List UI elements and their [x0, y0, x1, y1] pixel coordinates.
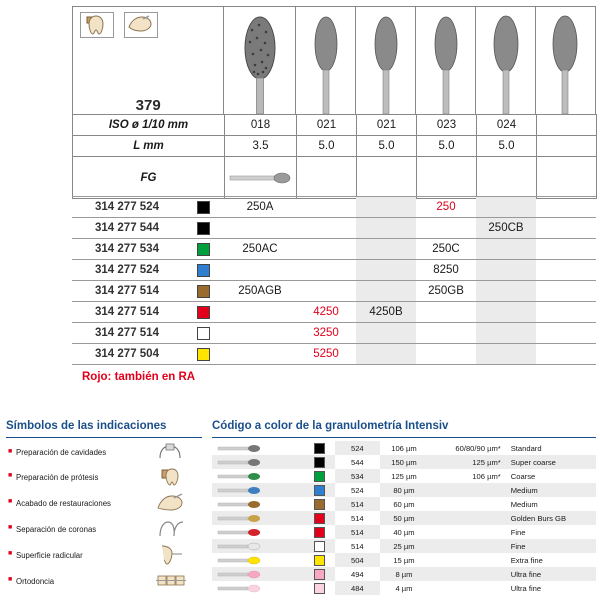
grit-name: Extra fine	[510, 555, 543, 565]
code-021a	[296, 281, 356, 302]
code-021a: 4250	[296, 302, 356, 323]
spec-row-iso	[73, 115, 597, 136]
indication-label: Preparación de cavidades	[16, 447, 107, 457]
code-024	[476, 281, 536, 302]
indications-header	[6, 416, 202, 438]
grit-standard	[428, 483, 504, 497]
bur-thumb	[212, 581, 303, 595]
table-row	[212, 511, 596, 525]
code-024	[476, 302, 536, 323]
ref-number: 314 277 514	[72, 302, 182, 323]
code-024	[476, 260, 536, 281]
grit-micron: 150 µm	[380, 455, 429, 469]
code-021a	[296, 260, 356, 281]
indication-label-cell	[6, 568, 150, 594]
granulometry-header	[212, 416, 596, 438]
grit-code: 544	[350, 457, 364, 467]
grit-color-swatch	[182, 218, 224, 239]
grit-micron: 125 µm	[391, 471, 417, 481]
grit-micron: 25 µm	[380, 539, 429, 553]
bullet-icon: ■	[8, 498, 13, 505]
spec-row-length	[73, 136, 597, 157]
bur-thumb	[212, 441, 303, 455]
grit-color-swatch	[182, 344, 224, 365]
grit-micron: 50 µm	[380, 511, 429, 525]
list-item	[6, 440, 202, 464]
grit-name: Standard	[510, 443, 542, 453]
table-row	[212, 455, 596, 469]
tooth-icon-glyph	[81, 13, 111, 37]
grit-color-swatch	[303, 581, 335, 595]
bur-thumb	[212, 525, 303, 539]
bur-thumb	[212, 483, 303, 497]
indication-label-cell	[6, 542, 150, 568]
fg-c6	[537, 157, 597, 199]
bur-shape-021c	[416, 7, 476, 115]
spec-row-fg	[73, 157, 597, 199]
table-row	[212, 441, 596, 455]
grit-standard	[428, 567, 504, 581]
grit-standard	[428, 497, 504, 511]
grit-name: Golden Burs GB	[505, 511, 596, 525]
list-item	[6, 464, 202, 490]
code-extra	[536, 239, 596, 260]
grit-color-swatch	[182, 302, 224, 323]
crown-separation-icon-glyph	[150, 518, 194, 540]
code-extra	[536, 302, 596, 323]
indication-label-cell	[6, 464, 150, 490]
shank-icon	[228, 167, 294, 189]
grit-standard: 125 µm*	[428, 455, 504, 469]
code-024	[476, 197, 536, 218]
grit-micron: 40 µm	[393, 527, 415, 537]
bur-icon-021b	[363, 10, 409, 114]
ref-number: 314 277 534	[72, 239, 182, 260]
ref-number: 314 277 524	[72, 260, 182, 281]
indication-icons	[80, 12, 158, 38]
code-023	[416, 344, 476, 365]
list-item	[6, 516, 202, 542]
table-row	[212, 497, 596, 511]
fg-c5	[477, 157, 537, 199]
code-018: 250AGB	[224, 281, 296, 302]
indication-label: Separación de coronas	[16, 524, 97, 534]
code-023	[416, 218, 476, 239]
code-row	[72, 239, 596, 260]
grit-color-swatch	[182, 281, 224, 302]
cavity-prep-icon-glyph	[150, 442, 194, 462]
bur-shape-023	[476, 7, 536, 115]
grit-standard	[428, 553, 504, 567]
code-018	[224, 302, 296, 323]
grit-color-swatch	[182, 239, 224, 260]
prosthesis-prep-icon-glyph	[150, 466, 194, 488]
grit-color-swatch	[303, 455, 335, 469]
grit-code: 504	[335, 553, 380, 567]
bur-icon-021c	[423, 10, 469, 114]
code-row	[72, 323, 596, 344]
restoration-finishing-icon	[150, 490, 202, 516]
preparation-icon	[124, 12, 158, 38]
grit-code: 484	[335, 581, 380, 595]
bur-icon-021a	[303, 10, 349, 114]
indication-label-cell	[6, 516, 150, 542]
code-021b	[356, 323, 416, 344]
code-023: 250	[416, 197, 476, 218]
cavity-prep-icon	[150, 440, 202, 464]
code-018: 250A	[224, 197, 296, 218]
code-023: 250GB	[416, 281, 476, 302]
bur-thumb	[212, 497, 303, 511]
code-023	[416, 323, 476, 344]
preparation-icon-glyph	[125, 13, 155, 37]
indication-label-cell	[6, 440, 150, 464]
indications-section	[6, 416, 202, 594]
grit-name: Medium	[510, 499, 538, 509]
table-row	[212, 553, 596, 567]
code-extra	[536, 323, 596, 344]
table-row	[212, 539, 596, 553]
indications-title: Símbolos de las indicaciones	[6, 420, 167, 432]
ref-number: 314 277 544	[72, 218, 182, 239]
grit-micron: 15 µm	[393, 555, 415, 565]
grit-color-swatch	[182, 323, 224, 344]
indication-label: Ortodoncia	[16, 576, 55, 586]
fg-c4	[417, 157, 477, 199]
product-code: 379	[73, 7, 224, 115]
bur-shape-024	[535, 7, 595, 115]
bur-thumb	[212, 539, 303, 553]
grit-code: 514	[350, 541, 364, 551]
root-surface-icon	[150, 542, 202, 568]
ref-number: 314 277 504	[72, 344, 182, 365]
fg-c3	[357, 157, 417, 199]
code-021b	[356, 260, 416, 281]
grit-standard	[428, 581, 504, 595]
bullet-icon: ■	[8, 550, 13, 557]
len-021b: 5.0	[357, 136, 417, 157]
grit-micron: 4 µm	[395, 583, 413, 593]
code-extra	[536, 281, 596, 302]
fg-shank-illustration	[225, 157, 297, 199]
len-021a: 5.0	[297, 136, 357, 157]
code-021a	[296, 218, 356, 239]
code-021b	[356, 218, 416, 239]
indications-table	[6, 440, 202, 594]
code-021b	[356, 239, 416, 260]
grit-color-swatch	[303, 553, 335, 567]
ref-number: 314 277 524	[72, 197, 182, 218]
grit-code: 514	[335, 525, 380, 539]
code-021b	[356, 281, 416, 302]
iso-023: 023	[417, 115, 477, 136]
grit-name: Ultra fine	[505, 567, 596, 581]
list-item	[6, 490, 202, 516]
code-row	[72, 344, 596, 365]
code-row	[72, 218, 596, 239]
bullet-icon: ■	[8, 576, 13, 583]
product-spec-table	[72, 114, 597, 199]
grit-standard: 106 µm*	[472, 471, 501, 481]
grit-color-swatch	[303, 469, 335, 483]
indication-label-cell	[6, 490, 150, 516]
grit-color-swatch	[182, 197, 224, 218]
code-018	[224, 260, 296, 281]
code-021a: 3250	[296, 323, 356, 344]
grit-name: Super coarse	[505, 455, 596, 469]
indication-label: Preparación de prótesis	[16, 472, 99, 482]
grit-code: 534	[335, 469, 380, 483]
root-surface-icon-glyph	[150, 544, 194, 566]
code-021b	[356, 344, 416, 365]
spec-label-iso: ISO ø 1/10 mm	[73, 115, 225, 136]
granulometry-section	[212, 416, 596, 595]
len-024: 5.0	[477, 136, 537, 157]
tooth-icon	[80, 12, 114, 38]
code-row	[72, 260, 596, 281]
bullet-icon: ■	[8, 524, 13, 531]
len-empty	[537, 136, 597, 157]
indication-label: Acabado de restauraciones	[16, 498, 111, 508]
grit-color-swatch	[303, 497, 335, 511]
code-018: 250AC	[224, 239, 296, 260]
spec-label-length: L mm	[73, 136, 225, 157]
grit-name: Ultra fine	[510, 583, 542, 593]
iso-024: 024	[477, 115, 537, 136]
orthodontics-icon-glyph	[150, 570, 194, 592]
iso-018: 018	[225, 115, 297, 136]
list-item	[6, 568, 202, 594]
bur-icon-024	[542, 10, 588, 114]
grit-micron: 106 µm	[391, 443, 417, 453]
code-extra	[536, 260, 596, 281]
code-018	[224, 218, 296, 239]
table-row	[212, 567, 596, 581]
iso-021a: 021	[297, 115, 357, 136]
bur-shape-021a	[296, 7, 356, 115]
len-018: 3.5	[225, 136, 297, 157]
list-item	[6, 542, 202, 568]
ref-number: 314 277 514	[72, 281, 182, 302]
grit-code: 514	[350, 513, 364, 523]
bur-shape-018	[224, 7, 296, 115]
grit-color-swatch	[303, 483, 335, 497]
code-021b	[356, 197, 416, 218]
spec-label-fg: FG	[73, 157, 225, 199]
grit-name: Fine	[510, 527, 526, 537]
code-021a	[296, 239, 356, 260]
code-023: 250C	[416, 239, 476, 260]
grit-name: Fine	[505, 539, 596, 553]
code-extra	[536, 197, 596, 218]
grit-color-swatch	[303, 525, 335, 539]
grit-name: Medium	[505, 483, 596, 497]
reference-code-table	[72, 196, 596, 366]
restoration-finishing-icon-glyph	[150, 492, 194, 514]
table-row	[212, 469, 596, 483]
bur-thumb	[212, 455, 303, 469]
grit-color-swatch	[303, 539, 335, 553]
grit-micron: 60 µm	[393, 499, 415, 509]
table-row	[212, 483, 596, 497]
code-021b: 4250B	[356, 302, 416, 323]
bur-thumb	[212, 511, 303, 525]
table-row	[212, 525, 596, 539]
iso-empty	[537, 115, 597, 136]
code-extra	[536, 218, 596, 239]
grit-color-swatch	[182, 260, 224, 281]
bullet-icon: ■	[8, 472, 13, 479]
code-extra	[536, 344, 596, 365]
code-018	[224, 344, 296, 365]
prosthesis-prep-icon	[150, 464, 202, 490]
code-021a: 5250	[296, 344, 356, 365]
grit-standard: 60/80/90 µm*	[455, 443, 501, 453]
code-row	[72, 281, 596, 302]
crown-separation-icon	[150, 516, 202, 542]
grit-code: 524	[350, 485, 364, 495]
code-018	[224, 323, 296, 344]
grit-standard	[428, 511, 504, 525]
grit-standard	[428, 539, 504, 553]
grit-color-swatch	[303, 511, 335, 525]
code-023	[416, 302, 476, 323]
code-024	[476, 344, 536, 365]
grit-code: 524	[335, 441, 380, 455]
reference-grid	[72, 196, 596, 366]
grit-micron: 80 µm	[380, 483, 429, 497]
bullet-icon: ■	[8, 448, 13, 455]
bur-shape-021b	[356, 7, 416, 115]
code-021a	[296, 197, 356, 218]
ref-number: 314 277 514	[72, 323, 182, 344]
code-024: 250CB	[476, 218, 536, 239]
grit-micron: 8 µm	[380, 567, 429, 581]
granulometry-title: Código a color de la granulometría Intensiv	[212, 420, 449, 432]
code-table-bottom-border	[72, 365, 596, 366]
code-row	[72, 197, 596, 218]
code-row	[72, 302, 596, 323]
grit-color-swatch	[303, 441, 335, 455]
bur-icon-023	[483, 10, 529, 114]
product-spec-rows	[72, 114, 597, 199]
grit-code: 514	[335, 497, 380, 511]
grit-color-swatch	[303, 567, 335, 581]
code-024	[476, 239, 536, 260]
bur-icon-018	[232, 10, 288, 114]
grit-code: 494	[350, 569, 364, 579]
granulometry-table	[212, 441, 596, 595]
code-024	[476, 323, 536, 344]
iso-021b: 021	[357, 115, 417, 136]
indication-label: Superficie radicular	[16, 550, 83, 560]
bur-thumb	[212, 469, 303, 483]
grit-name: Coarse	[510, 471, 536, 481]
code-023: 8250	[416, 260, 476, 281]
fg-c2	[297, 157, 357, 199]
bur-thumb	[212, 567, 303, 581]
table-row	[212, 581, 596, 595]
orthodontics-icon	[150, 568, 202, 594]
bur-thumb	[212, 553, 303, 567]
grit-standard	[428, 525, 504, 539]
red-also-ra-note: Rojo: también en RA	[82, 371, 196, 383]
len-023: 5.0	[417, 136, 477, 157]
